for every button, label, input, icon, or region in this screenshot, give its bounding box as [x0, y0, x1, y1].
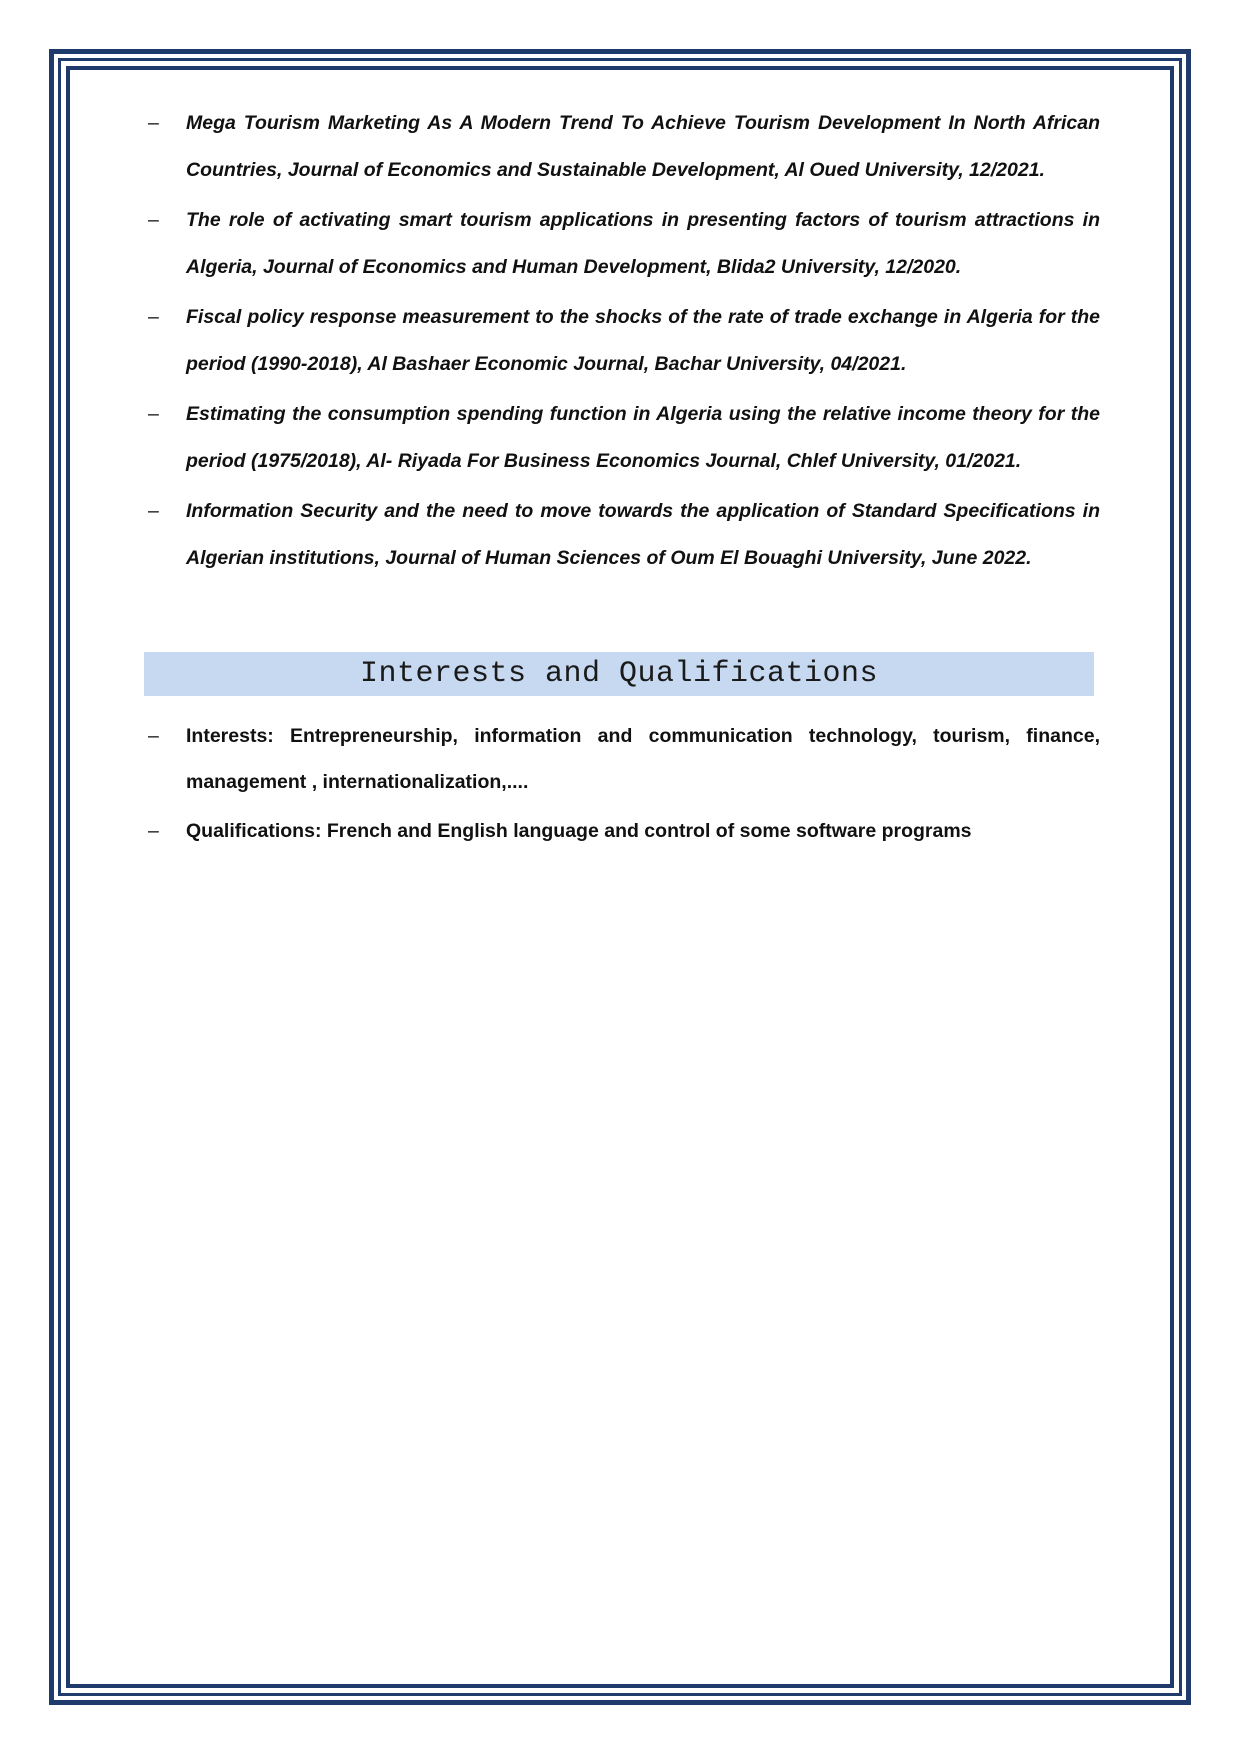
dash-bullet: – [148, 209, 159, 231]
qualifications-item [140, 808, 1100, 854]
interests-item [140, 713, 1100, 805]
publication-text: The role of activating smart tourism applications in presenting factors of tourism attractions in Algeria, Journal of Economics and Human Development, Blida2 University, 12/2020. [186, 209, 1100, 278]
dash-bullet: – [148, 403, 159, 425]
qualifications-text: Qualifications: French and English language and control of some software programs [186, 820, 972, 842]
interests-list [140, 713, 1100, 857]
publication-text: Estimating the consumption spending function in Algeria using the relative income theory for the period (1975/2018), Al- Riyada For Business Economics Journal, Chlef University, 01/2021. [186, 403, 1100, 472]
section-heading-interests: Interests and Qualifications [144, 652, 1094, 696]
interests-text: Interests: Entrepreneurship, information and communication technology, tourism, finance, management , internationalization,.... [186, 725, 1100, 793]
publications-list [140, 100, 1100, 585]
dash-bullet: – [148, 725, 159, 747]
publication-text: Mega Tourism Marketing As A Modern Trend To Achieve Tourism Development In North African Countries, Journal of Economics and Sustainable Development, Al Oued University, 12/2021. [186, 112, 1100, 181]
publication-item [140, 391, 1100, 485]
publication-item [140, 294, 1100, 388]
publication-item [140, 488, 1100, 582]
publication-text: Information Security and the need to move towards the application of Standard Specifications in Algerian institutions, Journal of Human Sciences of Oum El Bouaghi University, June 2022. [186, 500, 1100, 569]
dash-bullet: – [148, 306, 159, 328]
dash-bullet: – [148, 820, 159, 842]
dash-bullet: – [148, 500, 159, 522]
publication-text: Fiscal policy response measurement to the shocks of the rate of trade exchange in Algeria for the period (1990-2018), Al Bashaer Economic Journal, Bachar University, 04/2021. [186, 306, 1100, 375]
publication-item [140, 100, 1100, 194]
publication-item [140, 197, 1100, 291]
dash-bullet: – [148, 112, 159, 134]
